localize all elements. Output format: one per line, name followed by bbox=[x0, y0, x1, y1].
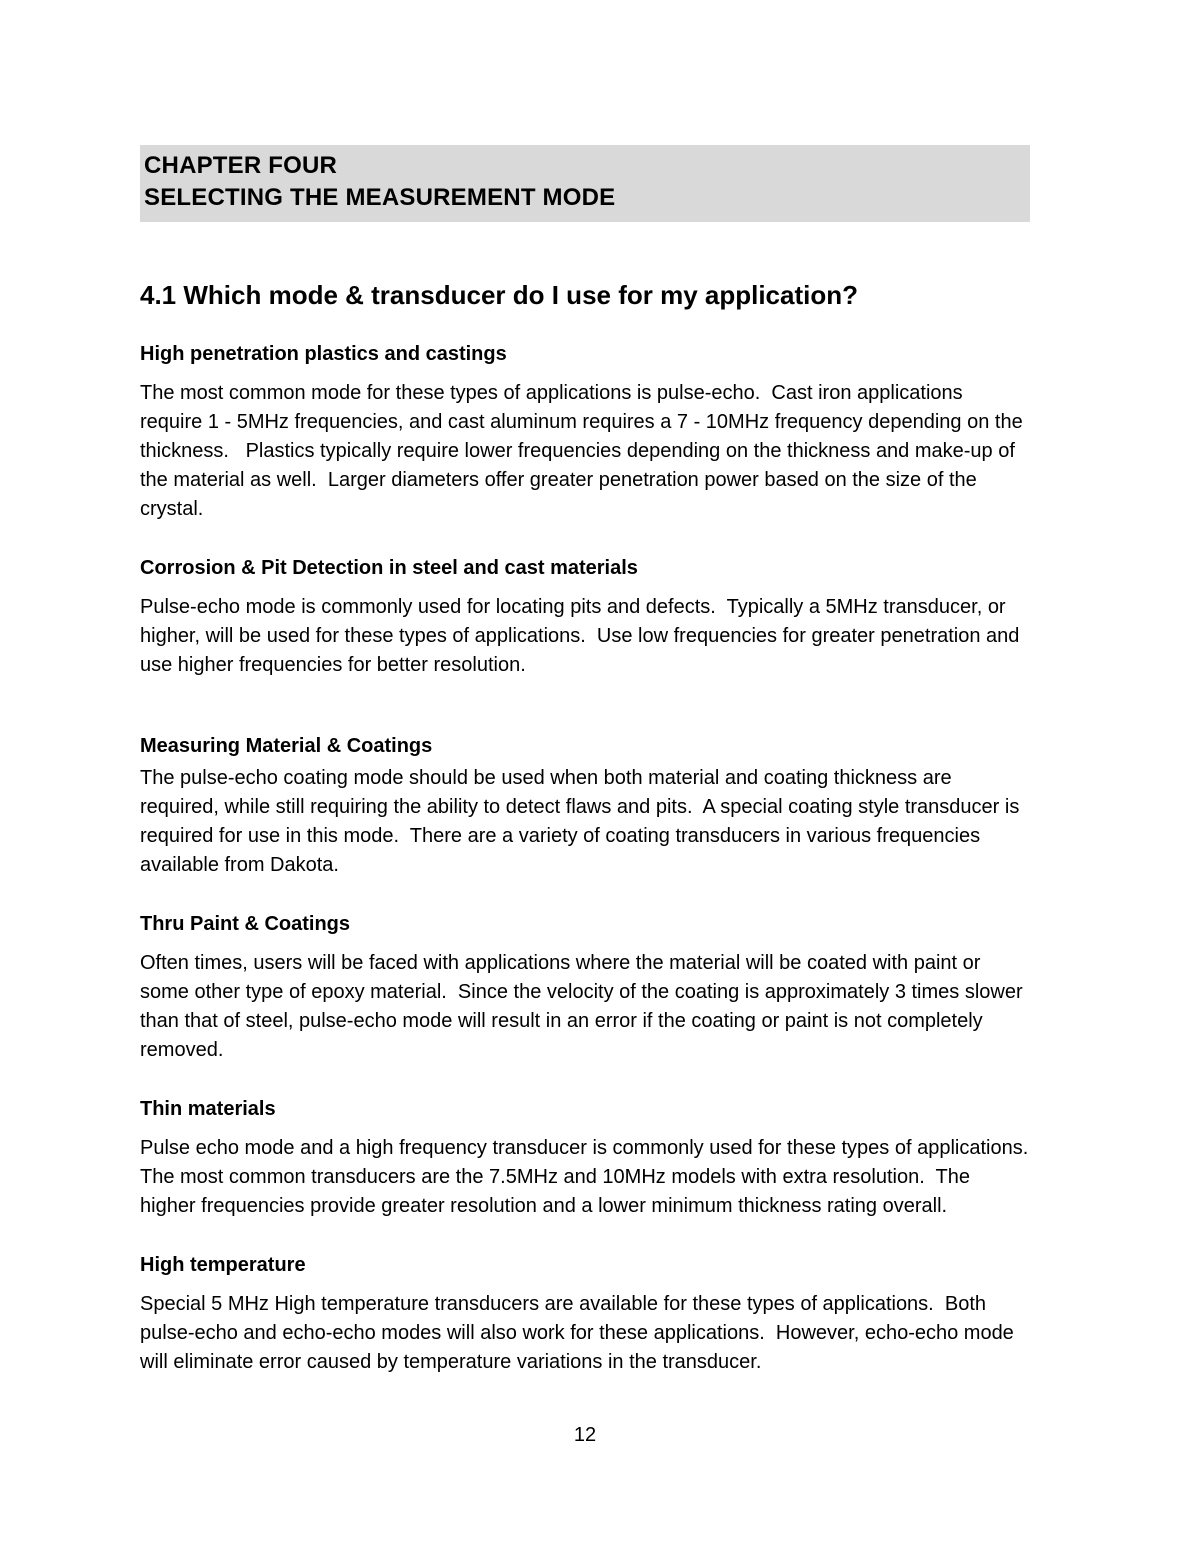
section-heading: Measuring Material & Coatings bbox=[140, 735, 433, 757]
page-number: 12 bbox=[573, 1424, 597, 1446]
section-body: The pulse-echo coating mode should be used when both material and coating thickness are required, while still requiring the ability to detect flaws and pits. A special coating style transducer is required for use in this mode. There are a variety of coating transducers in various frequencies available from Dakota. bbox=[140, 767, 1025, 876]
section-high-penetration bbox=[140, 342, 1030, 524]
section-body: Pulse-echo mode is commonly used for locating pits and defects. Typically a 5MHz transducer, or higher, will be used for these types of applications. Use low frequencies for greater penetration and use higher frequencies for better resolution. bbox=[140, 596, 1025, 676]
chapter-header-line1: CHAPTER FOUR bbox=[144, 152, 338, 179]
document-page bbox=[140, 0, 1040, 1377]
section-body: Special 5 MHz High temperature transducers are available for these types of applications. Both pulse-echo and echo-echo modes will also work for these applications. However, echo-echo mode will eliminate error caused by temperature variations in the transducer. bbox=[140, 1293, 1020, 1373]
section-body: Pulse echo mode and a high frequency transducer is commonly used for these types of applications. The most common transducers are the 7.5MHz and 10MHz models with extra resolution. The higher frequencies provide greater resolution and a lower minimum thickness rating overall. bbox=[140, 1137, 1040, 1217]
chapter-header-line2: SELECTING THE MEASUREMENT MODE bbox=[144, 184, 616, 211]
section-corrosion-pit-detection bbox=[140, 556, 1030, 680]
section-body: The most common mode for these types of applications is pulse-echo. Cast iron applications require 1 - 5MHz frequencies, and cast aluminum requires a 7 - 10MHz frequency depending on the thickness. Plastics typically require lower frequencies depending on the thickness and make-up of the material as well. Larger diameters offer greater penetration power based on the size of the crystal. bbox=[140, 382, 1029, 520]
section-heading: Corrosion & Pit Detection in steel and cast materials bbox=[140, 557, 638, 579]
section-title: 4.1 Which mode & transducer do I use for my application? bbox=[140, 280, 859, 310]
section-heading: Thin materials bbox=[140, 1098, 276, 1120]
section-thin-materials bbox=[140, 1097, 1040, 1221]
section-high-temperature bbox=[140, 1253, 1030, 1377]
section-body: Often times, users will be faced with applications where the material will be coated with paint or some other type of epoxy material. Since the velocity of the coating is approximately 3 times slower than that of steel, pulse-echo mode will result in an error if the coating or paint is not completely removed. bbox=[140, 952, 1029, 1061]
section-heading: High penetration plastics and castings bbox=[140, 343, 507, 365]
section-heading: High temperature bbox=[140, 1254, 306, 1276]
section-measuring-material-coatings bbox=[140, 734, 1030, 880]
chapter-header bbox=[140, 145, 1030, 222]
section-thru-paint-coatings bbox=[140, 912, 1030, 1065]
section-heading: Thru Paint & Coatings bbox=[140, 913, 350, 935]
